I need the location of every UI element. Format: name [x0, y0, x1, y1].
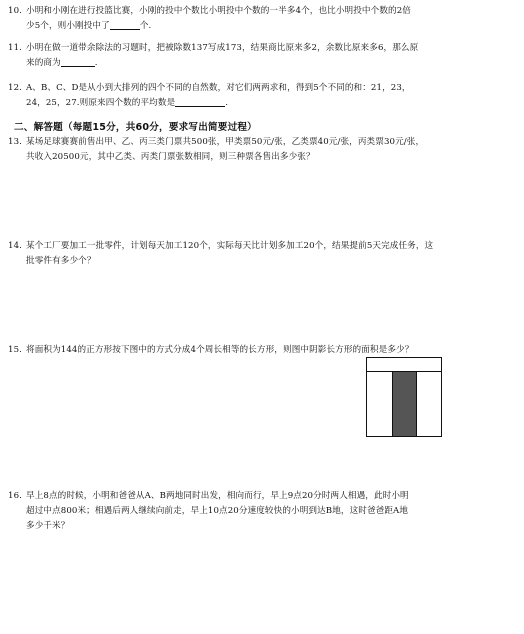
question-text: 某场足球赛赛前售出甲、乙、丙三类门票共500张，甲类票50元/张，乙类票40元/张，丙类票30元/张，	[26, 137, 425, 147]
question-10	[8, 4, 508, 34]
question-16	[8, 489, 508, 534]
question-13	[8, 135, 508, 165]
square-division-figure	[366, 357, 442, 437]
question-text: .	[94, 58, 98, 68]
question-text: 将面积为144的正方形按下图中的方式分成4个周长相等的长方形，则图中阴影长方形的面积是多少？	[26, 345, 414, 355]
answer-blank[interactable]	[61, 56, 95, 67]
question-text: 24，25，27.则原来四个数的平均数是	[26, 98, 176, 108]
section-title: 二、解答题（每题15分，共60分，要求写出简要过程）	[14, 122, 257, 133]
question-text: 小明在做一道带余除法的习题时，把被除数137写成173，结果商比原来多2，余数比原来多6，那么原	[26, 43, 419, 53]
question-number: 10.	[8, 6, 22, 16]
question-text: 共收入20500元，其中乙类、丙类门票张数相同，则三种票各售出多少张？	[26, 152, 315, 162]
question-text: .	[225, 98, 229, 108]
question-text: 个.	[139, 21, 152, 31]
question-text: A、B、C、D是从小到大排列的四个不同的自然数，对它们两两求和，得到5个不同的和：21，23，	[26, 83, 411, 93]
question-number: 14.	[8, 241, 22, 251]
question-text: 某个工厂要加工一批零件，计划每天加工120个，实际每天比计划多加工20个，结果提前5天完成任务，这	[26, 241, 434, 251]
question-number: 16.	[8, 491, 22, 501]
answer-blank[interactable]	[110, 19, 140, 30]
figure-divider-right	[416, 372, 417, 436]
question-text: 超过中点800米；相遇后两人继续向前走，早上10点20分速度较快的小明到达B地，这时爸爸距A地	[26, 506, 409, 516]
question-number: 15.	[8, 345, 22, 355]
question-text: 早上8点的时候，小明和爸爸从A、B两地同时出发，相向而行，早上9点20分时两人相遇，此时小明	[26, 491, 409, 501]
shaded-rectangle	[392, 372, 416, 436]
question-text: 批零件有多少个？	[26, 256, 96, 266]
figure-divider-left	[392, 372, 393, 436]
answer-blank[interactable]	[175, 96, 225, 107]
question-text: 少5个，则小刚投中了	[26, 21, 110, 31]
question-11	[8, 41, 508, 71]
question-text: 小明和小刚在进行投篮比赛，小刚的投中个数比小明投中个数的一半多4个，也比小明投中个数的2倍	[26, 6, 411, 16]
question-14	[8, 239, 508, 269]
question-12	[8, 81, 508, 111]
question-number: 13.	[8, 137, 22, 147]
question-number: 12.	[8, 83, 22, 93]
question-text: 来的商为	[26, 58, 61, 68]
question-number: 11.	[8, 43, 22, 53]
question-15	[8, 343, 508, 358]
question-text: 多少千米？	[26, 521, 70, 531]
